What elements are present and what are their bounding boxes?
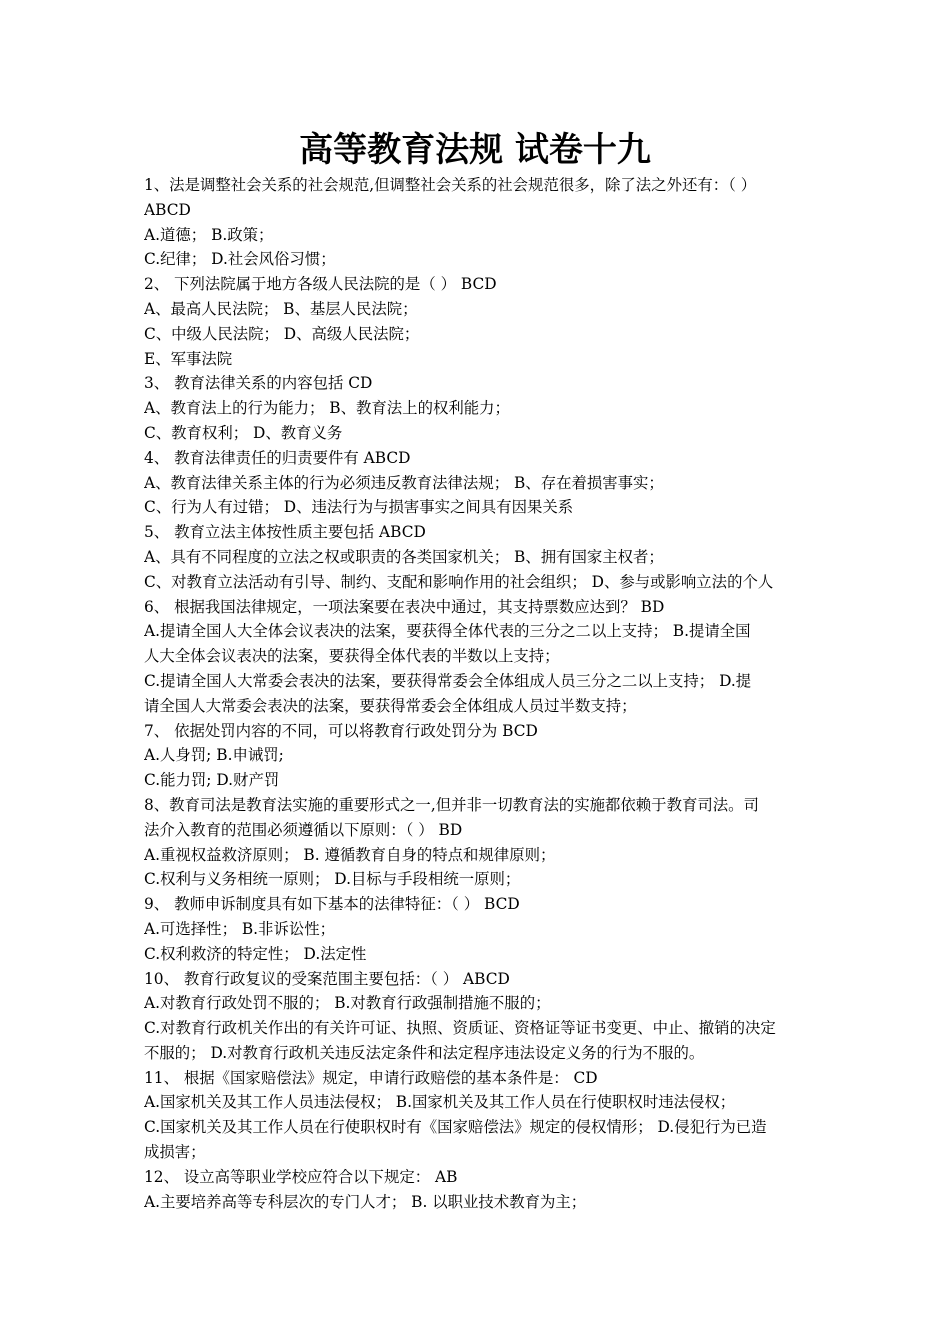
text-line: C.能力罚; D.财产罚 [144, 771, 280, 790]
text-line: 7、 依据处罚内容的不同，可以将教育行政处罚分为 BCD [144, 721, 538, 740]
text-line: A、具有不同程度的立法之权或职责的各类国家机关； B、拥有国家主权者； [144, 547, 664, 566]
text-line: 1、法是调整社会关系的社会规范,但调整社会关系的社会规范很多，除了法之外还有：（ ） [144, 176, 757, 194]
text-line: C.对教育行政机关作出的有关许可证、执照、资质证、资格证等证书变更、中止、撤销的决定 [144, 1019, 776, 1038]
text-line: A.提请全国人大全体会议表决的法案，要获得全体代表的三分之二以上支持； B.提请全国 [144, 622, 751, 641]
text-line: A.对教育行政处罚不服的； B.对教育行政强制措施不服的； [144, 994, 551, 1013]
text-line: A.重视权益救济原则； B. 遵循教育自身的特点和规律原则； [144, 845, 556, 864]
text-line: 4、 教育法律责任的归责要件有 ABCD [144, 448, 411, 467]
text-line: 9、 教师申诉制度具有如下基本的法律特征：（ ） BCD [144, 895, 520, 914]
text-line: 6、 根据我国法律规定，一项法案要在表决中通过，其支持票数应达到？ BD [144, 597, 665, 616]
text-line: A、教育法律关系主体的行为必须违反教育法律法规； B、存在着损害事实； [144, 473, 664, 492]
text-line: C、中级人民法院； D、高级人民法院； [144, 324, 420, 343]
document-title: 高等教育法规 试卷十九 [299, 130, 651, 170]
text-line: 请全国人大常委会表决的法案，要获得常委会全体组成人员过半数支持； [144, 696, 637, 715]
text-line: 3、 教育法律关系的内容包括 CD [144, 374, 373, 393]
text-line: A.可选择性； B.非诉讼性； [144, 919, 336, 938]
text-line: C.权利与义务相统一原则； D.目标与手段相统一原则； [144, 870, 521, 889]
text-line: C.纪律； D.社会风俗习惯； [144, 250, 336, 269]
text-line: A、最高人民法院； B、基层人民法院； [144, 299, 418, 318]
text-line: C、对教育立法活动有引导、制约、支配和影响作用的社会组织； D、参与或影响立法的个人 [144, 572, 774, 591]
text-line: C、行为人有过错； D、违法行为与损害事实之间具有因果关系 [144, 498, 574, 517]
document-body [144, 173, 810, 1214]
text-line: 不服的； D.对教育行政机关违反法定条件和法定程序违法设定义务的行为不服的。 [144, 1043, 705, 1062]
text-line: 5、 教育立法主体按性质主要包括 ABCD [144, 523, 426, 542]
text-line: 11、 根据《国家赔偿法》规定，申请行政赔偿的基本条件是： CD [144, 1068, 598, 1087]
text-line: C、教育权利； D、教育义务 [144, 423, 343, 442]
text-line: 法介入教育的范围必须遵循以下原则：（ ） BD [144, 820, 463, 839]
text-line: ABCD [144, 200, 191, 219]
text-line: A.主要培养高等专科层次的专门人才； B. 以职业技术教育为主； [144, 1192, 587, 1211]
text-line: A.道德； B.政策； [144, 225, 274, 244]
text-line: 12、 设立高等职业学校应符合以下规定： AB [144, 1167, 458, 1186]
text-line: E、军事法院 [144, 349, 233, 368]
text-line: C.提请全国人大常委会表决的法案，要获得常委会全体组成人员三分之二以上支持； D.提 [144, 671, 752, 690]
text-line: A、教育法上的行为能力； B、教育法上的权利能力； [144, 399, 510, 418]
text-line: C.权利救济的特定性； D.法定性 [144, 944, 367, 963]
text-line: 2、 下列法院属于地方各级人民法院的是（ ） BCD [144, 275, 497, 294]
text-line: 8、教育司法是教育法实施的重要形式之一,但并非一切教育法的实施都依赖于教育司法。司 [144, 795, 759, 814]
text-line: A.人身罚; B.申诫罚; [144, 746, 284, 765]
text-line: A.国家机关及其工作人员违法侵权； B.国家机关及其工作人员在行使职权时违法侵权； [144, 1093, 736, 1112]
text-line: 人大全体会议表决的法案，要获得全体代表的半数以上支持； [144, 647, 560, 666]
text-line: 成损害； [144, 1143, 206, 1162]
text-line: 10、 教育行政复议的受案范围主要包括：（ ） ABCD [144, 969, 510, 988]
text-line: C.国家机关及其工作人员在行使职权时有《国家赔偿法》规定的侵权情形； D.侵犯行为已造 [144, 1118, 767, 1137]
